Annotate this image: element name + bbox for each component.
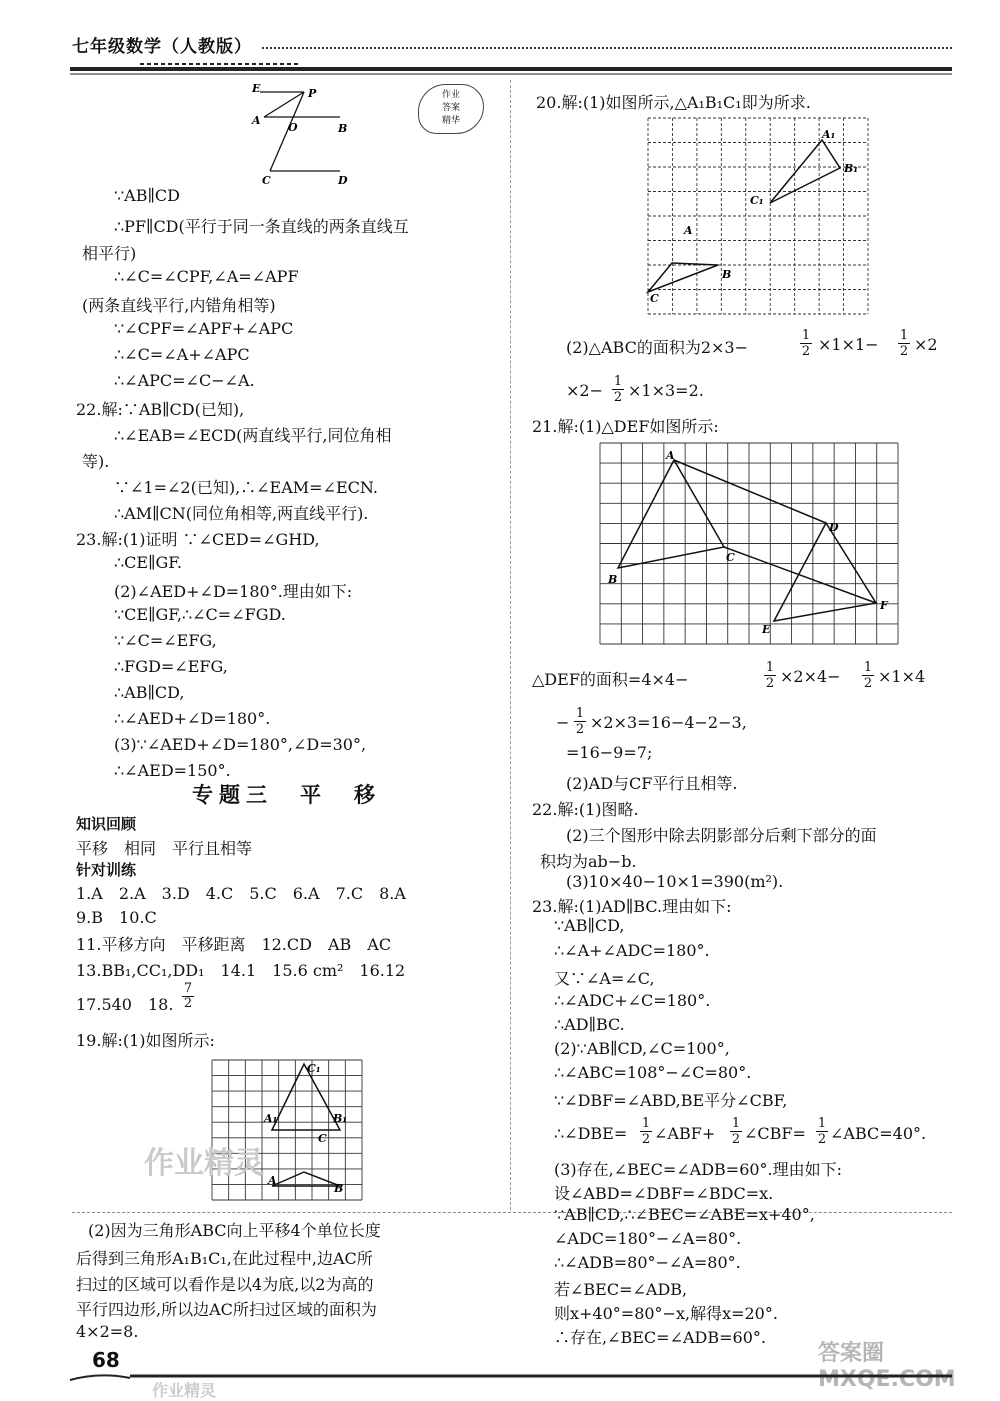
fraction-one-half: 1 2 [817, 1116, 827, 1147]
fig21-label-C: C [726, 551, 735, 564]
fraction-one-half: 1 2 [863, 660, 873, 691]
q23-line: ∴∠ADC+∠C=180°. [554, 991, 711, 1010]
fig21-label-D: D [829, 521, 839, 534]
text-line: ∴∠EAB=∠ECD(两直线平行,同位角相 [114, 426, 392, 445]
figure-parallel-lines [248, 82, 368, 187]
figure-20-grid [648, 118, 868, 314]
fig19-label-C1: C₁ [307, 1062, 321, 1075]
fig19-label-A1: A₁ [264, 1112, 278, 1125]
watermark-logo: 答案圈 MXQE.COM [818, 1341, 956, 1392]
text-line: ∴∠AED=150°. [114, 761, 231, 780]
q23-line: ∵∠DBF=∠ABD,BE平分∠CBF, [554, 1091, 788, 1110]
fraction-one-half: 1 2 [899, 328, 909, 359]
text-line: ∵∠C=∠EFG, [114, 631, 217, 650]
fraction-one-half: 1 2 [731, 1116, 741, 1147]
text-line: ∴CE∥GF. [114, 553, 182, 572]
triangle-ABC [272, 1172, 340, 1186]
q21-area-part-c: ×1×4 [878, 667, 926, 686]
text-line: ∴PF∥CD(平行于同一条直线的两条直线互 [114, 217, 409, 236]
q21-part2: (2)AD与CF平行且相等. [566, 774, 738, 793]
q23-frac-c: ∠CBF= [744, 1124, 806, 1143]
fraction-one-half: 1 2 [613, 374, 623, 405]
fraction-7-2: 7 2 [183, 981, 193, 1011]
fraction-one-half: 1 2 [765, 660, 775, 691]
q20-area-part-e: ×1×3=2. [628, 381, 704, 400]
q23-line: ∴∠A+∠ADC=180°. [554, 941, 710, 960]
q21-area-part-b: ×2×4− [780, 667, 841, 686]
fig20-label-B: B [722, 268, 732, 281]
watermark-bottom: 作业精灵 [152, 1381, 217, 1400]
fig20-label-A1: A₁ [822, 128, 836, 141]
q23-line: (3)存在,∠BEC=∠ADB=60°.理由如下: [554, 1160, 843, 1179]
text-line: ∴AM∥CN(同位角相等,两直线平行). [114, 504, 369, 523]
q19-part2-line: 扫过的区域可以看作是以4为底,以2为高的 [76, 1275, 374, 1294]
fig19-label-A: A [268, 1174, 277, 1187]
q22-line: (3)10×40−10×1=390(m²). [566, 872, 784, 891]
fig19-label-B1: B₁ [333, 1112, 348, 1125]
q23-line: 又∵∠A=∠C, [554, 969, 655, 988]
fig20-label-C: C [650, 292, 659, 305]
q20-area-part-d: ×2− [566, 381, 603, 400]
text-line: ∴FGD=∠EFG, [114, 657, 228, 676]
text-line: ∴AB∥CD, [114, 683, 185, 702]
q19-part2-line: (2)因为三角形ABC向上平移4个单位长度 [88, 1221, 381, 1240]
text-line: ∵∠CPF=∠APF+∠APC [114, 319, 294, 338]
fig-label-A: A [252, 114, 261, 127]
q19-part2-line: 4×2=8. [76, 1322, 139, 1341]
knowledge-review-title: 知识回顾 [76, 815, 137, 833]
segment-CF [724, 547, 876, 603]
q23-line: 23.解:(1)AD∥BC.理由如下: [532, 897, 732, 916]
q20-area-part-a: (2)△ABC的面积为2×3− [566, 338, 748, 357]
q20-area-part-b: ×1×1− [818, 335, 879, 354]
q23-line: 若∠BEC=∠ADB, [554, 1280, 688, 1299]
triangle-DEF [774, 523, 876, 621]
answer-line: 11.平移方向 平移距离 12.CD AB AC [76, 935, 392, 954]
fig-label-P: P [308, 87, 317, 100]
q21-area-part-f: =16−9=7; [566, 743, 653, 762]
text-line: ∴∠APC=∠C−∠A. [114, 371, 255, 390]
header-dotted-rule [262, 47, 952, 49]
q23-line: ∴∠ABC=108°−∠C=80°. [554, 1063, 752, 1082]
answer-line-17-18: 17.540 18. [76, 995, 174, 1014]
q19-part2-line: 后得到三角形A₁B₁C₁,在此过程中,边AC所 [76, 1249, 373, 1268]
q21-area-part-d: − [556, 713, 570, 732]
segment-AD [674, 460, 826, 523]
q21-intro: 21.解:(1)△DEF如图所示: [532, 417, 719, 436]
fig19-label-B: B [334, 1182, 344, 1195]
triangle-ABC-20 [648, 263, 718, 292]
fig-label-D: D [338, 174, 348, 187]
q22-line: 积均为ab−b. [540, 852, 637, 871]
q22-line: (2)三个图形中除去阴影部分后剩下部分的面 [566, 826, 877, 845]
triangle-A1B1C1 [272, 1064, 340, 1130]
header-decorative-band [70, 62, 952, 76]
page-number: 68 [92, 1348, 120, 1372]
fig20-label-A: A [684, 224, 693, 237]
q23-line: ∴存在,∠BEC=∠ADB=60°. [554, 1328, 766, 1347]
q23-frac-b: ∠ABF+ [654, 1124, 716, 1143]
fig19-label-C: C [318, 1132, 327, 1145]
text-line: 23.解:(1)证明 ∵∠CED=∠GHD, [76, 530, 320, 549]
q23-line: ∠ADC=180°−∠A=80°. [554, 1229, 742, 1248]
q23-frac-d: ∠ABC=40°. [830, 1124, 927, 1143]
answer-line: 1.A 2.A 3.D 4.C 5.C 6.A 7.C 8.A [76, 884, 406, 903]
text-line: ∴∠C=∠A+∠APC [114, 345, 250, 364]
q19-part2-line: 平行四边形,所以边AC所扫过区域的面积为 [76, 1300, 377, 1319]
fig-label-E: E [252, 82, 261, 95]
stamp-seal: 作业 答案 精华 [418, 84, 484, 134]
column-divider [510, 80, 511, 1210]
q21-area-part-a: △DEF的面积=4×4− [532, 670, 689, 689]
targeted-practice-title: 针对训练 [76, 861, 137, 879]
figure-21-grid [600, 443, 898, 644]
answer-line: 13.BB₁,CC₁,DD₁ 14.1 15.6 cm² 16.12 [76, 961, 406, 980]
q21-area-part-e: ×2×3=16−4−2−3, [590, 713, 747, 732]
fig-label-C: C [262, 174, 271, 187]
q23-line: 则x+40°=80°−x,解得x=20°. [554, 1304, 778, 1323]
triangle-A1B1C1-20 [770, 140, 840, 203]
text-line: 相平行) [82, 244, 137, 263]
fraction-one-half: 1 2 [575, 706, 585, 737]
q23-line: (2)∵AB∥CD,∠C=100°, [554, 1039, 730, 1058]
fraction-one-half: 1 2 [641, 1116, 651, 1147]
q23-line: 设∠ABD=∠DBF=∠BDC=x. [554, 1184, 774, 1203]
q22-line: 22.解:(1)图略. [532, 800, 639, 819]
bottom-divider [72, 1212, 952, 1213]
text-line: ∴∠AED+∠D=180°. [114, 709, 271, 728]
fig21-label-E: E [762, 623, 771, 636]
fraction-one-half: 1 2 [801, 328, 811, 359]
fig-label-B: B [338, 122, 348, 135]
fig20-label-B1: B₁ [844, 162, 859, 175]
text-line: 等). [82, 452, 110, 471]
fig20-label-C1: C₁ [750, 194, 764, 207]
q19-intro: 19.解:(1)如图所示: [76, 1031, 215, 1050]
fig21-label-A: A [666, 449, 675, 462]
running-header-title: 七年级数学（人教版） [72, 37, 252, 57]
q20-intro: 20.解:(1)如图所示,△A₁B₁C₁即为所求. [536, 93, 811, 112]
fig-label-O: O [288, 121, 298, 134]
text-line: ∵CE∥GF,∴∠C=∠FGD. [114, 605, 286, 624]
text-line: ∵AB∥CD [114, 186, 180, 205]
text-line: (两条直线平行,内错角相等) [82, 296, 276, 315]
q23-line: ∵AB∥CD, [554, 916, 625, 935]
knowledge-review-answers: 平移 相同 平行且相等 [76, 839, 253, 858]
answer-line: 9.B 10.C [76, 908, 157, 927]
text-line: (3)∵∠AED+∠D=180°,∠D=30°, [114, 735, 367, 754]
q23-frac-a: ∴∠DBE= [554, 1124, 628, 1143]
triangle-ABC-21 [618, 460, 724, 568]
q20-area-part-c: ×2 [914, 335, 938, 354]
q23-line: ∵AB∥CD,∴∠BEC=∠ABE=x+40°, [554, 1205, 815, 1224]
q23-line: ∴∠ADB=80°−∠A=80°. [554, 1253, 741, 1272]
text-line: (2)∠AED+∠D=180°.理由如下: [114, 582, 353, 601]
text-line: 22.解:∵AB∥CD(已知), [76, 400, 245, 419]
q23-line: ∴AD∥BC. [554, 1015, 625, 1034]
watermark-mid: 作业精灵 [144, 1146, 264, 1181]
fig21-label-B: B [608, 573, 618, 586]
text-line: ∵∠1=∠2(已知),∴∠EAM=∠ECN. [114, 478, 378, 497]
section-title: 专题三 平 移 [192, 783, 381, 807]
text-line: ∴∠C=∠CPF,∠A=∠APF [114, 267, 299, 286]
fig21-label-F: F [880, 599, 888, 612]
